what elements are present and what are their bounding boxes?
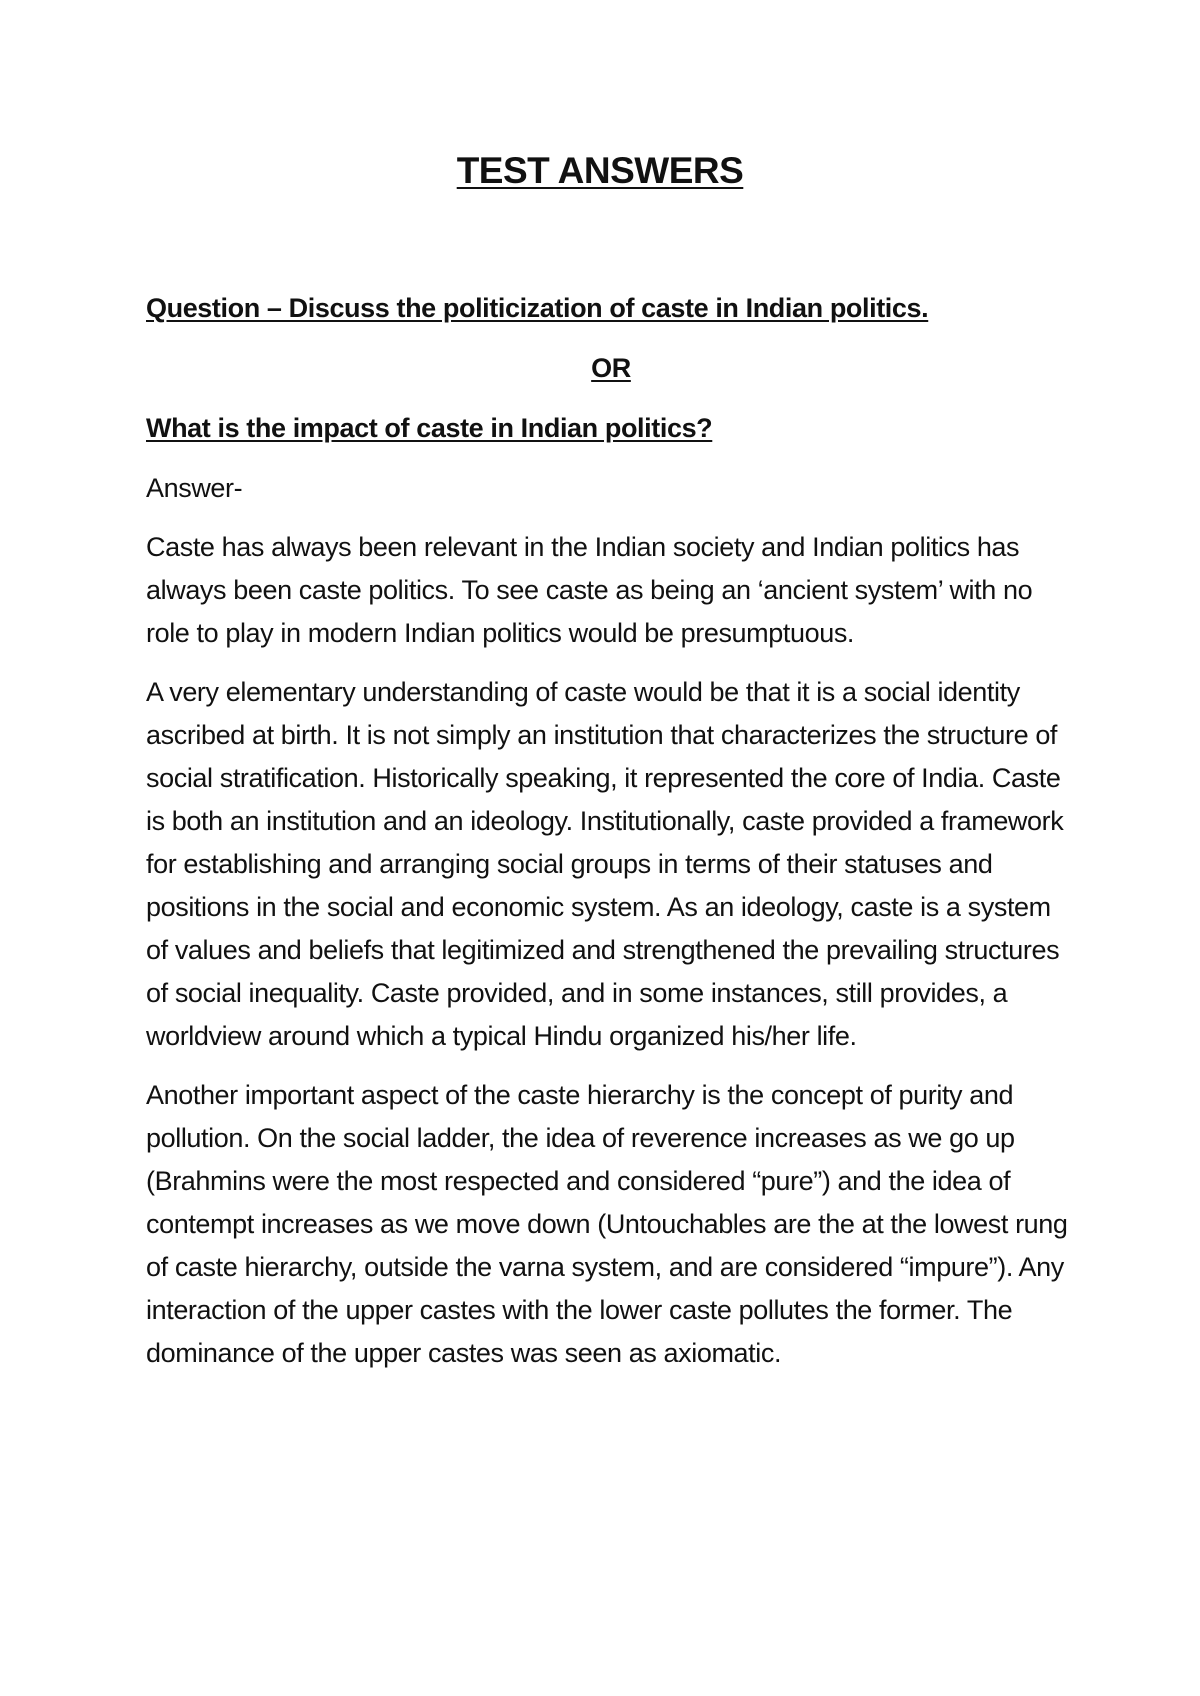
question-heading: Question – Discuss the politicization of caste in Indian politics. [146, 293, 929, 323]
answer-label: Answer- [146, 473, 243, 503]
or-separator: OR [591, 353, 631, 383]
question-alternate-heading: What is the impact of caste in Indian politics? [146, 413, 713, 443]
answer-paragraph-1: Caste has always been relevant in the Indian society and Indian politics has always been caste politics. To see caste as being an ‘ancient system’ with no role to play in modern Indian politics would be presumptuous. [146, 532, 1033, 648]
document-title: TEST ANSWERS [456, 150, 744, 191]
answer-paragraph-2: A very elementary understanding of caste would be that it is a social identity ascribed at birth. It is not simply an institution that characterizes the structure of social stratification. Historically speaking, it represented the core of India. Caste is both an institution and an ideology. Institutionally, caste provided a framework for establishing and arranging social groups in terms of their statuses and positions in the social and economic system. As an ideology, caste is a system of values and beliefs that legitimized and strengthened the prevailing structures of social inequality. Caste provided, and in some instances, still provides, a worldview around which a typical Hindu organized his/her life. [146, 677, 1064, 1051]
document-body [146, 287, 1076, 1391]
answer-paragraph-3: Another important aspect of the caste hierarchy is the concept of purity and pollution. On the social ladder, the idea of reverence increases as we go up (Brahmins were the most respected and considered “pure”) and the idea of contempt increases as we move down (Untouchables are the at the lowest rung of caste hierarchy, outside the varna system, and are considered “impure”). Any interaction of the upper castes with the lower caste pollutes the former. The dominance of the upper castes was seen as axiomatic. [146, 1080, 1068, 1368]
